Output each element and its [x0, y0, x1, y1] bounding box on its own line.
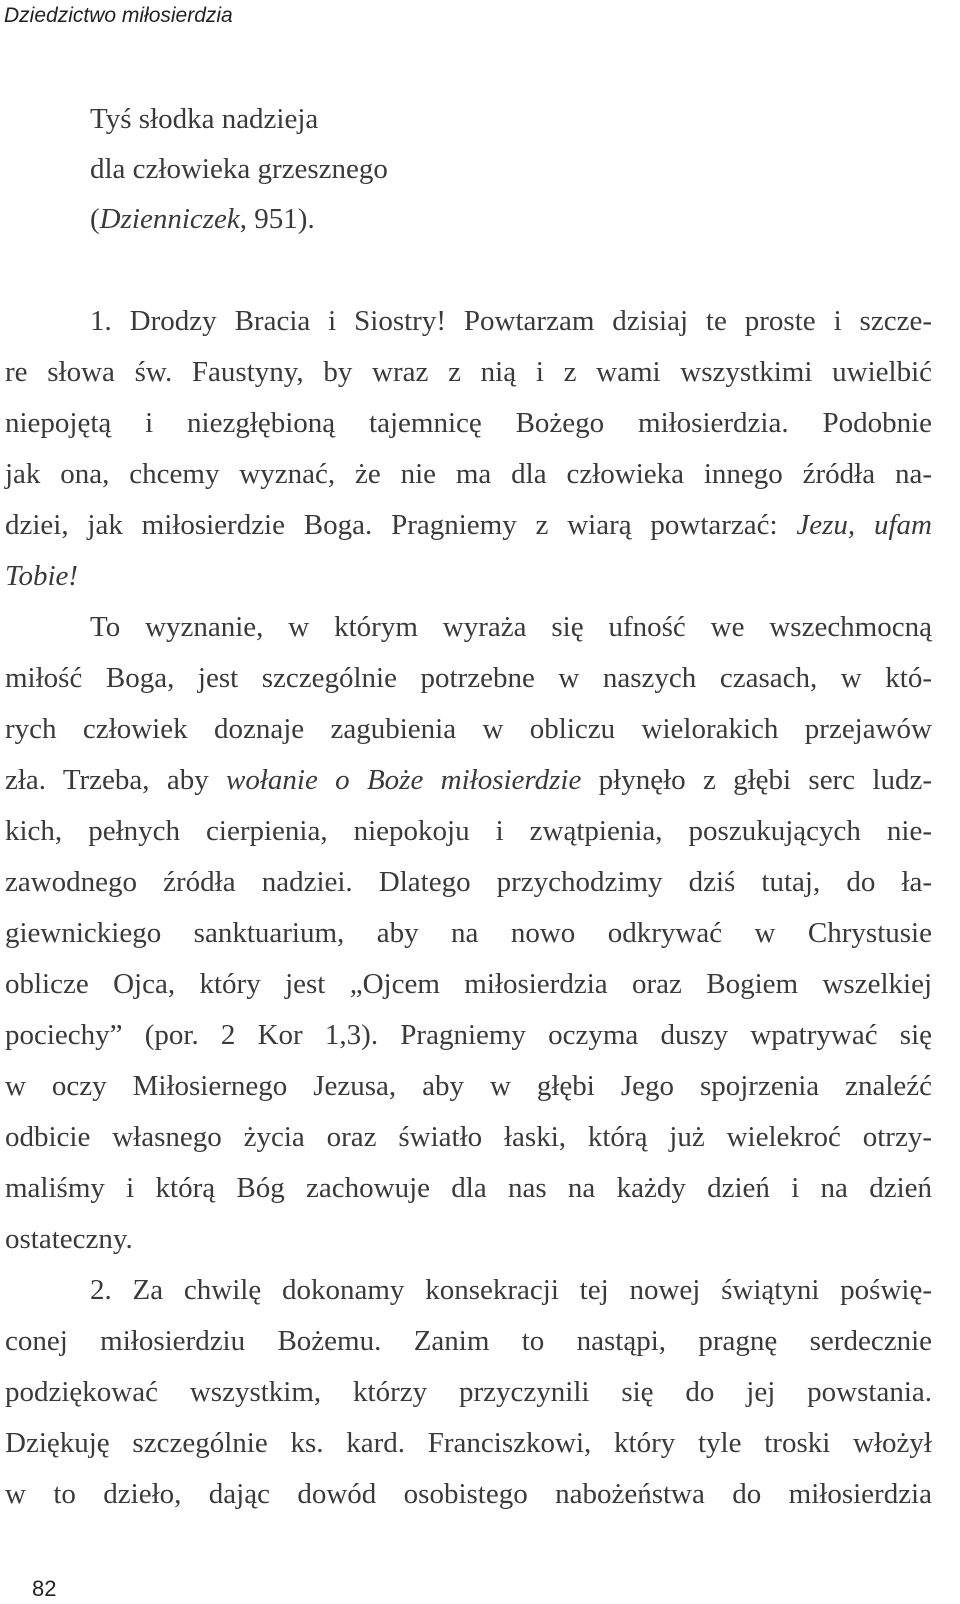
quote-line-1: Tyś słodka nadzieja — [90, 103, 319, 135]
p2-line-10: w oczy Miłosiernego Jezusa, aby w głębi Jego spojrzenia znaleźć — [5, 1070, 932, 1102]
p3-line-1: 2. Za chwilę dokonamy konsekracji tej nowej świątyni poświę- — [90, 1274, 932, 1306]
p1-line-4: jak ona, chcemy wyznać, że nie ma dla człowieka innego źródła na- — [5, 458, 932, 490]
p2-line-1: To wyznanie, w którym wyraża się ufność we wszechmocną — [90, 611, 932, 643]
page-number: 82 — [32, 1576, 57, 1601]
quote-line-2: dla człowieka grzesznego — [90, 153, 388, 185]
p2-line-12: maliśmy i którą Bóg zachowuje dla nas na każdy dzień i na dzień — [5, 1172, 932, 1204]
p2-line-9: pociechy” (por. 2 Kor 1,3). Pragniemy oczyma duszy wpatrywać się — [5, 1019, 932, 1051]
p1-line-6 — [5, 556, 78, 596]
p2-line-11: odbicie własnego życia oraz światło łaski, którą już wielekroć otrzy- — [5, 1121, 932, 1153]
quote-source-ref: , 951). — [239, 203, 315, 235]
p2-line-8: oblicze Ojca, który jest „Ojcem miłosierdzia oraz Bogiem wszelkiej — [5, 968, 932, 1000]
p1-line-5 — [5, 505, 932, 545]
p3-line-5: w to dzieło, dając dowód osobistego nabożeństwa do miłosierdzia — [5, 1478, 932, 1510]
p1-line-6-italic: Tobie! — [5, 560, 79, 592]
p2-line-4-a: zła. Trzeba, aby — [5, 764, 227, 796]
p2-line-4-b: płynęło z głębi serc ludz- — [581, 764, 932, 796]
quote-source — [90, 199, 315, 239]
p2-line-3: rych człowiek doznaje zagubienia w obliczu wielorakich przejawów — [5, 713, 932, 745]
p3-line-2: conej miłosierdziu Bożemu. Zanim to nastąpi, pragnę serdecznie — [5, 1325, 932, 1357]
p2-line-2: miłość Boga, jest szczególnie potrzebne w naszych czasach, w któ- — [5, 662, 932, 694]
p2-line-4-italic: wołanie o Boże miłosierdzie — [226, 764, 582, 796]
p1-line-5-text: dziei, jak miłosierdzie Boga. Pragniemy z wiarą powtarzać: — [5, 509, 797, 541]
p1-line-1: 1. Drodzy Bracia i Siostry! Powtarzam dzisiaj te proste i szcze- — [90, 305, 932, 337]
p3-line-4: Dziękuję szczególnie ks. kard. Franciszkowi, który tyle troski włożył — [5, 1427, 932, 1459]
p1-line-2: re słowa św. Faustyny, by wraz z nią i z wami wszystkimi uwielbić — [5, 356, 932, 388]
p3-line-3: podziękować wszystkim, którzy przyczynili się do jej powstania. — [5, 1376, 932, 1408]
p2-line-13: ostateczny. — [5, 1223, 133, 1255]
quote-source-paren: ( — [90, 203, 100, 235]
p2-line-6: zawodnego źródła nadziei. Dlatego przychodzimy dziś tutaj, do ła- — [5, 866, 932, 898]
p2-line-5: kich, pełnych cierpienia, niepokoju i zwątpienia, poszukujących nie- — [5, 815, 932, 847]
p1-line-5-italic: Jezu, ufam — [796, 509, 932, 541]
p2-line-4 — [5, 760, 932, 800]
quote-source-title: Dzienniczek — [99, 203, 240, 235]
p1-line-3: niepojętą i niezgłębioną tajemnicę Bożego miłosierdzia. Podobnie — [5, 407, 932, 439]
p2-line-7: giewnickiego sanktuarium, aby na nowo odkrywać w Chrystusie — [5, 917, 932, 949]
running-header-title: Dziedzictwo miłosierdzia — [4, 4, 233, 27]
